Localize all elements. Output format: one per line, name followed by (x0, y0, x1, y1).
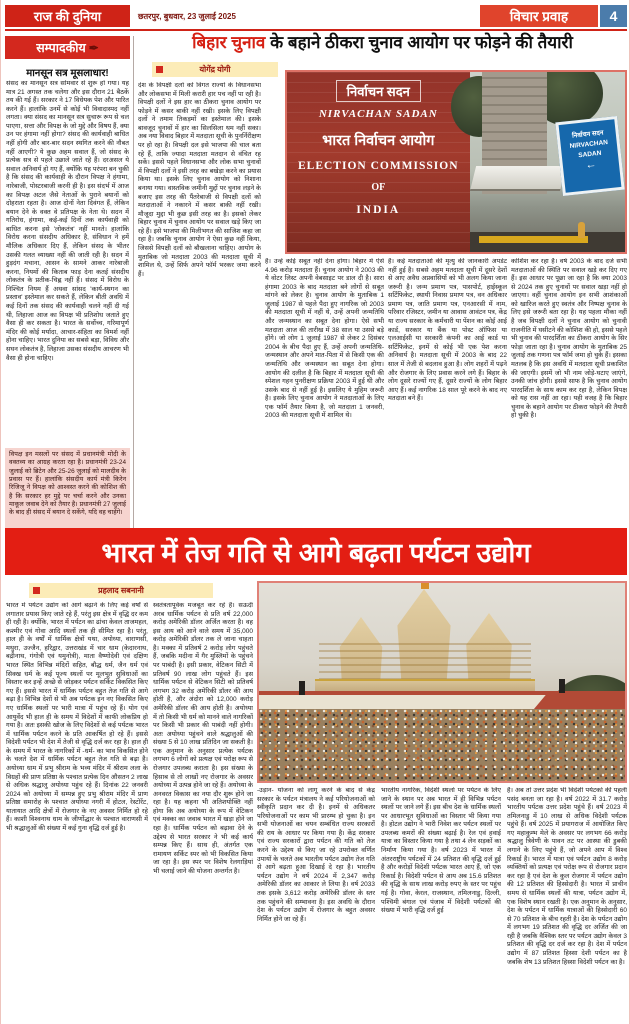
ec-wall-sign-english: NIRVACHAN SADAN (318, 108, 438, 120)
article2-byline: प्रहलाद सबनानी (29, 583, 213, 598)
article2-column-2: स्वतंत्रतापूर्वक मजबूत कर रहे हैं। सऊदी अरब धार्मिक पर्यटन से प्रति वर्ष 22,000 करोड़ अमेरिकी डॉलर अर्जित करता है। वह इस आय को आने वाले समय में 35,000 करोड़ अमेरिकी डॉलर तक ले जाना चाहता है। मक्का में प्रतिवर्ष 2 करोड़ लोग पहुंचते हैं, जबकि मदीना में गैर मुस्लिमों के पहुंचने पर पाबंदी है। इसी प्रकार, वेटिकन सिटी में प्रतिवर्ष 90 लाख लोग पहुंचते हैं। इस धार्मिक पर्यटन से वेटिकन सिटी को प्रतिवर्ष लगभग 32 करोड़ अमेरिकी डॉलर की आय होती है, और अंदोरा को 12,000 करोड़ अमेरिकी डॉलर की आय होती है। अयोध्या में तो किसी भी धर्म को मानने वाले नागरिकों पर किसी भी प्रकार की पाबंदी नहीं होगी। अतः अयोध्या पहुंचने वाले श्रद्धालुओं की संख्या 5 से 10 लाख प्रतिदिन जा सकती है। एक अनुमान के अनुसार प्रत्येक पर्यटक लगभग 6 लोगों को प्रत्यक्ष एवं परोक्ष रूप से रोजगार उपलब्ध कराता है। इस संख्या के हिसाब से तो लाखों नए रोजगार के अवसर अयोध्या में उत्पन्न होने जा रहे हैं। अयोध्या के अनवरत विकास का नया दौर शुरू होने जा रहा है। यह कहना भी अतिशयोक्ति नहीं होगा कि अब अयोध्या के रूप में वेटिकन एवं मक्का का जवाब भारत में खड़ा होने जा रहा है। धार्मिक पर्यटन को बढ़ावा देने के उद्देश्य से भारत सरकार ने भी कई कार्य सम्पन्न किए हैं। साथ ही, अंतर्गत एक रामायण सर्किट स्पर को भी विकसित किया जा रहा है। इस स्पर पर विशेष रेलगाड़ियां भी चलाई जाने की योजना अन्तर्गत है। (153, 602, 253, 875)
section-title: विचार प्रवाह (480, 5, 598, 27)
article2-column-3: -उड़ान- योजना को लागू करने के बाद से केंद्र सरकार के पर्यटन मंत्रालय ने कई परियोजनाओं को स्वीकृति प्रदान कर दी है। इनमें से अधिकतर परियोजनाओं पर काम भी प्रारम्भ हो चुका है। इन सभी योजनाओं का चयन सम्बंधित राज्य सरकारों की राय के आधार पर किया गया है। केंद्र सरकार एवं राज्य सरकारों द्वारा पर्यटन की गति को तेज करने के उद्देश्य से किए जा रहे उपरोक्त वर्णित उपायों के चलते अब भारतीय पर्यटन उद्योग तेज गति से आगे बढ़ता हुआ दिखाई दे रहा है। भारतीय पर्यटन उद्योग ने वर्ष 2024 में 2,347 करोड़ अमेरिकी डॉलर का आकार ले लिया है। वर्ष 2033 तक इसके 3,612 करोड़ अमेरिकी डॉलर के स्तर तक पहुंचने की सम्भावना है। इस अवधि के दौरान देश के पर्यटन उद्योग में रोजगार के बहुत अवसर निर्मित होने जा रहे हैं। (257, 787, 375, 923)
article2-headline: भारत में तेज गति से आगे बढ़ता पर्यटन उद्योग (5, 528, 627, 575)
speaker-pole (559, 679, 565, 693)
headline-accent: बिहार चुनाव (192, 33, 266, 52)
byline-bullet-icon (156, 66, 163, 73)
column-divider (133, 36, 134, 528)
ec-wall-sign-hindi2: भारत निर्वाचन आयोग (322, 133, 435, 149)
speaker-pole (299, 681, 305, 695)
editorial-label: सम्पादकीय ✒ (5, 36, 130, 59)
pedestrian (578, 222, 585, 238)
headline-rest: के बहाने ठीकरा चुनाव आयोग पर फोड़ने की तैयारी (265, 33, 573, 52)
ec-building-wall (287, 72, 470, 252)
article1-byline: योगेंद्र योगी (152, 62, 278, 77)
left-arrow-icon: ← (584, 158, 598, 172)
page-number: 4 (600, 5, 627, 27)
article1-photo (285, 70, 627, 254)
article1-column-2: है। उन्हें कोई सबूत नहीं देना होगा। बिहार में ऐसे 4.96 करोड़ मतदाता हैं। चुनाव आयोग ने 2003 की ये वोटर लिस्ट अपनी वेबसाइट पर डाल दी है। सारा हंगामा 2003 के बाद मतदाता बने लोगों से सबूत मांगने को लेकर है। चुनाव आयोग के मुताबिक 1 जुलाई 1987 से पहले पैदा हुए नागरिक जो 2003 की मतदाता सूची में नहीं थे, उन्हें अपनी जन्मतिथि और जन्मस्थान का सबूत देना होगा। ऐसे सभी मतदाता आज की तारीख में 38 साल या उससे बड़े होंगे। जो लोग 1 जुलाई 1987 से लेकर 2 दिसंबर 2004 के बीच पैदा हुए हैं, उन्हें अपनी जन्मतिथि-जन्मस्थान और अपने मात-पिता में से किसी एक की जन्मतिथि और जन्मस्थान का सबूत देना होगा। आयोग की दलील है कि बिहार में मतदाता सूची की स्पेशल गहन पुनरीक्षण प्रक्रिया 2003 में हुई थी और उसके बाद से नहीं हुई है। इसलिए ये मुहिम जरूरी है। इसके लिए चुनाव आयोग ने मतदाताओं के लिए एक फॉर्म तैयार किया है, जो मतदाता 1 जनवरी, 2003 की मतदाता सूची में शामिल थे। (265, 258, 384, 420)
ec-wall-sign-eci1: ELECTION COMMISSION (297, 160, 459, 172)
article2-column-1: भारत में पर्यटन उद्योग को आगे बढ़ाने के लिए कई वर्षों से लगातार प्रयास किए जाते रहे हैं, परंतु इस क्षेत्र में वृद्धि दर कम ही रही है। क्योंकि, भारत में पर्यटन का ढांचा केवल ताजमहल, कश्मीर एवं गोवा आदि स्थलों तक ही सीमित रहा है। परंतु, हाल ही के वर्षों में धार्मिक क्षेत्रों यथा, अयोध्या, वाराणसी, मथुरा, उज्जैन, हरिद्वार, उत्तराखंड में चार धाम (केदारनाथ, बद्रीनाथ, गंगोत्री एवं यमुनोत्री), माता वैष्णोदेवी एवं दक्षिण भारत स्थित विभिन्न मंदिरों सहित, बौद्ध धर्म, जैन धर्म एवं सिक्ख धर्म के कई पूज्य स्थलों पर मूलभूत सुविधाओं का विस्तार कर इन्हें अच्छे से जोड़कर पर्यटन सर्किट विकसित किए गए हैं। इससे भारत में धार्मिक पर्यटन बहुत तेज गति से आगे बढ़ा है। विभिन्न देशों से भी अब पर्यटक इन नए विकसित किए गए धार्मिक स्थलों पर भारी मात्रा में पहुंच रहे हैं। योग एवं आयुर्वेद भी हाल ही के समय में विदेशों में काफी लोकप्रिय हो गया है। अतः इसकी खोज के लिए विदेशों से कई पर्यटक भारत में धार्मिक पर्यटन करने के प्रति आकर्षित हो रहे हैं। इससे विदेशी पर्यटन भी देश में तेजी से वृद्धि दर्ज कर रहा है। हाल ही के समय में भारत के नागरिकों में -धर्म- का भाव विकसित होने के चलते देश में धार्मिक पर्यटन बहुत तेज गति से बढ़ा है। अयोध्या धाम में प्रभु श्रीराम के भव्य मंदिर में श्रीराम लला के विग्रहों की प्राण प्रतिष्ठा के पश्चात प्रत्येक दिन औसतन 2 लाख से अधिक श्रद्धालु अयोध्या पहुंच रहे हैं। दिनांक 22 जनवरी 2024 को अयोध्या में सम्पन्न हुए प्रभु श्रीराम मंदिर में प्राण प्रतिष्ठा समारोह के पश्चात अयोध्या नगरी में होटल, रेस्टोरेंट, यातायात आदि क्षेत्रों में रोजगार के नए अवसर निर्मित हो रहे हैं। काशी विश्वनाथ धाम के जीर्णोद्धार के पश्चात वाराणसी में भी श्रद्धालुओं की संख्या में कई गुना वृद्धि दर्ज हुई है। (6, 602, 148, 833)
ec-wall-sign-hindi: निर्वाचन सदन (287, 80, 470, 102)
temple-flag (421, 583, 429, 589)
editorial-title: मानसून सत्र मूसलाधार! (26, 68, 109, 79)
article1-column-4: कोशिश कर रहा है। वर्ष 2003 के बाद दर्ज सभी मतदाताओं की स्थिति पर सवाल खड़े कर दिए गए हैं। इस आधार पर पूछा जा रहा है कि क्या 2003 से 2024 तक हुए चुनावों पर सवाल खड़ा नहीं हो जाएगा। वहीं चुनाव आयोग इन सभी आशंकाओं को खारिज करते हुए स्वतंत्र और निष्पक्ष चुनाव के लिए इसे जरूरी बता रहा है। यह पहला मौका नहीं है जब विपक्षी दलों ने चुनाव आयोग को चुनावी राजनीति में घसीटने की कोशिश की हो, इससे पहले भी चुनाव की पारदर्शिता का ठीकरा आयोग के सिर फोड़ा जाता रहा है। चुनाव आयोग के मुताबिक 25 जुलाई तक गणना पत्र फॉर्म जमा हो चुके हैं। इसका मतलब है कि इस अवधि में मतदाता सूची प्रकाशित की जाएगी। इसमें जो भी नाम जोड़े-घटाए जाएंगे, उनकी जांच होगी। इससे साफ है कि चुनाव आयोग पारदर्शिता के साथ काम कर रहा है, लेकिन विपक्ष को यह रास नहीं आ रहा। यही वजह है कि बिहार चुनाव के बहाने आयोग पर ठीकरा फोड़ने की तैयारी हो चुकी है। (511, 258, 627, 420)
ec-wall-sign-eci2: OF (371, 182, 386, 193)
editorial-body: संसद का मानसून सत्र सोमवार से शुरू हो गया। यह मात्र 21 अगस्त तक चलेगा और इस दौरान 21 बैठकें तय की गई हैं। सरकार ने 17 विधेयक पेश और पारित करने हैं। हालांकि उनमें से कोई भी विवादास्पद नहीं लगता। क्या संसद का मानसून सत्र सुचारू रूप से चल पाएगा, सत्ता और विपक्ष के जो मुद्दे और विषय हैं, क्या उन पर हंगामा नहीं होगा? संसद की कार्यवाही बाधित नहीं होगी और बार-बार सदन स्थगित करने की नौबत नहीं आएगी? ये कुछ अहम सवाल हैं, जो संसद के प्रत्येक सत्र से पहले उछाले जाते रहे हैं। दरअसल ये सवाल अनिवार्य हो गए हैं, क्योंकि यह परंपरा बन चुकी है कि संसद की कार्यवाही के दौरान विपक्ष ने हंगामा, नारेबाजी, पोस्टरबाजी करनी ही है। इस संदर्भ में आज का विपक्ष अटल जैसे नेताओं के पुराने बयानों को दोहराता रहता है। आज दोनों नेता दिवंगत हैं, लेकिन बयान देने के वक्त वे प्रतिपक्ष के नेता थे। सदन में गतिरोध, हंगामा, कई-कई दिनों तक कार्यवाही को बाधित करना इसे 'लोकतंत्र' नहीं मानते। हालांकि विरोध करना संसदीय अधिकार है, संविधान ने हमें मौलिक अधिकार दिए हैं, लेकिन संसद के भीतर उसकी गलत व्याख्या नहीं की जाती रही है। सदन में हुड़दंग मचाना, आसन के सामने आकर नारेबाजी करना, नियमों की किताब फाड़ देना कतई संसदीय लोकतंत्र के प्रतीक-चिह्न नहीं हैं। संसद में विरोध के निश्चित नियम हैं अथवा सांसद 'कार्य-स्थगन का प्रस्ताव' इस्तेमाल कर सकते हैं, लेकिन बीती अवधि में कई दिनों तक संसद की कार्यवाही चलने नहीं दी गई थी, लिहाजा आज का विपक्ष भी प्रतिशोध जताते हुए वैसा ही कर सकता है। भारत के सर्वोच्च, गरिमापूर्ण मंदिर की कोई मर्यादा, आचार-संहिता का विमर्श नहीं होना चाहिए। भारत दुनिया का सबसे बड़ा, विविध और सघन लोकतंत्र है, लिहाजा उसका संसदीय आचरण भी वैसा ही होना चाहिए। (6, 80, 129, 362)
article1-headline (138, 33, 627, 53)
byline-bullet-icon (33, 587, 40, 594)
entrance-canopy (469, 166, 566, 191)
header-rule (5, 29, 627, 31)
ec-street-scene (470, 72, 625, 252)
article2-column-5: है। अब तो उत्तर प्रदेश भी विदेशी पर्यटकों की पहली पसंद बनता जा रहा है। वर्ष 2022 में 31.7 करोड़ भारतीय पर्यटक उत्तर प्रदेश पहुंचे हैं। वर्ष 2023 में तमिलनाडु में 10 लाख से अधिक विदेशी पर्यटक पहुंचे हैं। वर्ष 2025 में प्रयागराज में आयोजित किए गए महाकुम्भ मेले के अवसर पर लगभग 66 करोड़ श्रद्धालु त्रिवेणी के पावन तट पर आस्था की डुबकी लगाने के लिए पहुंचे हैं, जो अपने आप में विश्व रिकार्ड है। भारत में यात्रा एवं पर्यटन उद्योग 8 करोड़ व्यक्तियों को प्रत्यक्ष एवं परोक्ष रूप से रोजगार प्रदान कर रहा है एवं देश के कुल रोजगार में पर्यटन उद्योग की 12 प्रतिशत की हिस्सेदारी है। भारत में प्राचीन समय से धार्मिक स्थलों की यात्रा, पर्यटन उद्योग में, एक विशेष स्थान रखती है। एक अनुमान के अनुसार, देश के पर्यटन में धार्मिक यात्राओं की हिस्सेदारी 60 से 70 प्रतिशत के बीच रहती है। देश के पर्यटन उद्योग में लगभग 19 प्रतिशत की वृद्धि दर अर्जित की जा रही है जबकि वैश्विक स्तर पर पर्यटन उद्योग केवल 3 प्रतिशत की वृद्धि दर दर्ज कर रहा है। देश में पर्यटन उद्योग में 87 प्रतिशत हिस्सा देशी पर्यटन का है जबकि शेष 13 प्रतिशत हिस्सा विदेशी पर्यटन का है। (507, 787, 627, 966)
ec-wall-sign-eci3: INDIA (356, 204, 401, 216)
devotee-crowd (259, 709, 625, 781)
editorial-highlight: विपक्ष इन मसलों पर संसद में प्रधानमंत्री मोदी के वक्तव्य का आग्रह करता रहा है। प्रधानमंत्री 23-24 जुलाई को ब्रिटेन और 25-26 जुलाई को मालदीव के प्रवास पर हैं। हालांकि संसदीय कार्य मंत्री किरेन रिजिजू ने विपक्ष को आश्वस्त करने की कोशिश की है कि सरकार हर मुद्दे पर चर्चा करने और उनका माकूल जवाब देने को तैयार है। प्रधानमंत्री 27 जुलाई के बाद ही संसद में बयान दे सकेंगे, यदि वह चाहेंगे। (5, 448, 130, 528)
masthead-title: राज की दुनिया (33, 9, 102, 24)
article2-photo (257, 581, 627, 783)
dateline: छतरपुर, बुधवार, 23 जुलाई 2025 (138, 12, 236, 21)
article2-column-4: भारतीय नागरिक, विदेशी स्थलों पर पर्यटन के लिए जाने के स्थान पर अब भारत में ही विभिन्न पर्यटन स्थलों पर जाने लगे हैं। इस बीच देश के धार्मिक स्थलों पर आधारभूत सुविधाओं का विस्तार भी किया गया है। होटल उद्योग ने भारी निवेश कर पर्यटन स्थलों पर उपलब्ध कमरों की संख्या बढ़ाई है। रेल एवं हवाई यात्रा का विस्तार किया गया है तथा 4 लेन सड़कों का निर्माण किया गया है। वर्ष 2023 में भारत में अंतरराष्ट्रीय पर्यटकों में 24 प्रतिशत की वृद्धि दर्ज हुई है और करोड़ों विदेशी पर्यटक भारत आए हैं, जो एक रिकार्ड है। विदेशी पर्यटन से आय अब 15.6 प्रतिशत की वृद्धि के साथ लाख करोड़ रुपए के स्तर पर पहुंच गई है। गोवा, केरल, राजस्थान, तमिलनाडु, दिल्ली, पश्चिमी बंगाल एवं पंजाब में विदेशी पर्यटकों की संख्या में भारी वृद्धि दर्ज हुई (381, 787, 501, 915)
pen-icon: ✒ (88, 40, 99, 55)
barricade (470, 232, 625, 252)
masthead (5, 5, 130, 27)
road-sign: निर्वाचन सदन NIRVACHAN SADAN ← (555, 116, 624, 196)
article1-column-1: देश के विपक्षी दलों को विगत राज्यों के विधानसभा और लोकसभा में मिली करारी हार पच नहीं पा रही है। विपक्षी दलों ने इस हार का ठीकरा चुनाव आयोग पर फोड़ने में कसर बाकी नहीं रखी। इसके लिए विपक्षी दलों ने तमाम तिकड़मों का इस्तेमाल की। इसके बावजूद चुनावों में हार का सिलसिला थम नहीं सका। अब नया विवाद बिहार में मतदाता सूची के पुनर्निरीक्षण पर हो रहा है। विपक्षी दल इसे भाजपा की चाल बता रहे हैं, ताकि ज्यादा मतदाता मतदान से वंचित रह सकें। इससे पहले विधानसभा और लोक सभा चुनावों में विपक्षी दलों ने इसी तरह का बखेड़ा करने का प्रयास किया था। इसके लिए चुनाव आयोग को निशाना बनाया गया। वास्तविक जमीनी मुद्दों पर चुनाव लड़ने के बजाए इस तरह की पैंतरेबाजी से विपक्षी दलों को मतदाताओं ने नकारने में कसर बाकी नहीं रखी। मौजूदा मुद्दा भी कुछ इसी तरह का है। इसको लेकर बिहार चुनाव में चुनाव आयोग पर सवाल खड़े किए जा रहे हैं। इसे भाजपा की मिलीभगत की साजिश कहा जा रहा है। जबकि चुनाव आयोग ने ऐसा कुछ नहीं किया, जिससे विपक्षी दलों को बौखलाना चाहिए। आयोग के मुताबिक जो मतदाता 2003 की मतदाता सूची में शामिल थे, उन्हें सिर्फ अपने फॉर्म भरकर जमा करने हैं। (138, 82, 261, 278)
article1-column-3: है। कई मतदाताओं की मृत्यु की जानकारी अपडेट नहीं हुई है। सबसे अहम मतदाता सूची में दूसरे देशों से आए अवैध अप्रवासियों को भी अलग किया जाना जरूरी है। जन्म प्रमाण पत्र, पासपोर्ट, हाईस्कूल सर्टिफिकेट, स्थायी निवास प्रमाण पत्र, वन अधिकार प्रमाण पत्र, जाति प्रमाण पत्र, एनआरसी में नाम, परिवार रजिस्टर, जमीन या आवास आवंटन पत्र, केंद्र या राज्य सरकार के कर्मचारी या पेंशन का कोई आई कार्ड, सरकार या बैंक या पोस्ट ऑफिस या एलआईसी या सरकारी कंपनी का आई कार्ड या सर्टिफिकेट, इनमें से कोई भी एक पेश करना अनिवार्य है। मतदाता सूची में 2003 के बाद 22 साल में तेजी से बदलाव हुआ है। लोग शहरों में पढ़ने और रोजगार के लिए प्रवास करने लगे हैं। बिहार के लोग दूसरे राज्यों गए हैं, दूसरे राज्यों के लोग बिहार आए हैं। कई नागरिक 18 साल पूरे करने के बाद नए मतदाता बने हैं। (388, 258, 507, 403)
